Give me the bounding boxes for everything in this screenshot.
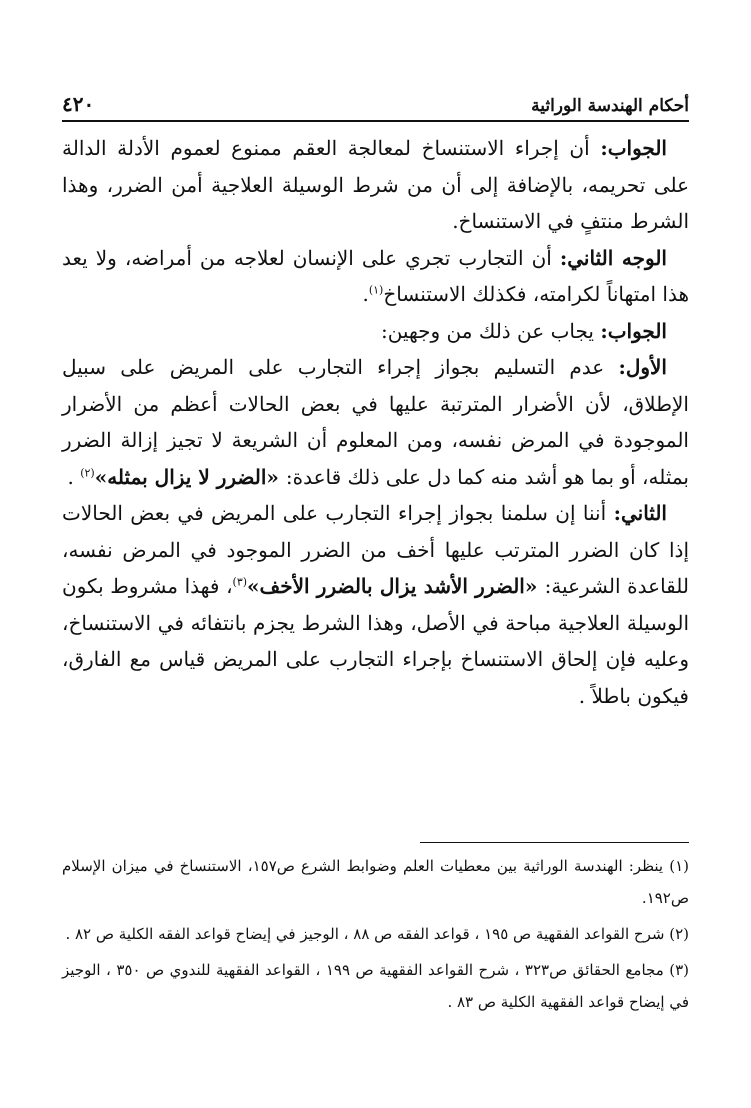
paragraph-lead: الوجه الثاني: <box>559 245 667 270</box>
main-text <box>62 130 689 714</box>
paragraph-second-aspect <box>62 240 689 313</box>
footnote-ref: (٣) <box>232 575 248 589</box>
paragraph-text: عدم التسليم بجواز إجراء التجارب على المريض على سبيل الإطلاق، لأن الأضرار المترتبة عليها في بعض الحالات أعظم من الأضرار الموجودة في المرض نفسه، ومن المعلوم أن الشريعة لا تجيز إزالة الضرر بمثله، أو بما هو أشد منه كما دل على ذلك قاعدة: <box>62 355 689 489</box>
running-title: أحكام الهندسة الوراثية <box>531 96 689 116</box>
page-number: ٤٢٠ <box>62 92 95 116</box>
paragraph-lead: الأول: <box>618 355 667 379</box>
paragraph-text-continued: ، فهذا مشروط بكون الوسيلة العلاجية مباحة في الأصل، وهذا الشرط يجزم بانتفائه في الاستنساخ، وعليه فإن إلحاق الاستنساخ بإجراء التجارب على المريض قياس مع الفارق، فيكون باطلاً . <box>62 574 689 708</box>
maxim-quote: «الضرر لا يزال بمثله» <box>94 464 286 489</box>
footnote-divider <box>420 842 689 843</box>
paragraph-text: أننا إن سلمنا بجواز إجراء التجارب على المريض في بعض الحالات إذا كان الضرر المترتب عليها أخف من الضرر الموجود في المرض نفسه، للقاعدة الشرعية: <box>62 501 690 598</box>
maxim-quote: «الضرر الأشد يزال بالضرر الأخف» <box>247 574 545 598</box>
paragraph-end: . <box>362 282 369 306</box>
footnote-ref: (١) <box>368 283 384 297</box>
paragraph-answer-2 <box>62 313 689 350</box>
paragraph-lead: الجواب: <box>600 318 667 343</box>
footnote-3: (٣) مجامع الحقائق ص٣٢٣ ، شرح القواعد الفقهية ص ١٩٩ ، القواعد الفقهية للندوي ص ٣٥٠ ، الوجيز في إيضاح قواعد الفقهية الكلية ص ٨٣ . <box>62 961 689 1011</box>
footnotes <box>62 850 689 1022</box>
paragraph-text: يجاب عن ذلك من وجهين: <box>380 318 601 343</box>
running-header <box>62 82 689 122</box>
footnote-ref: (٢) <box>80 465 95 479</box>
paragraph-text: أن التجارب تجري على الإنسان لعلاجه من أمراضه، ولا يعد هذا امتهاناً لكرامته، فكذلك الاستنساخ <box>62 245 689 306</box>
paragraph-answer-1 <box>62 130 689 240</box>
footnote-2: (٢) شرح القواعد الفقهية ص ١٩٥ ، قواعد الفقه ص ٨٨ ، الوجيز في إيضاح قواعد الفقه الكلية ص ٨٢ . <box>65 925 689 943</box>
footnote-1: (١) ينظر: الهندسة الوراثية بين معطيات العلم وضوابط الشرع ص١٥٧، الاستنساخ في ميزان الإسلام ص١٩٢. <box>62 857 689 907</box>
paragraph-lead: الجواب: <box>600 136 667 160</box>
paragraph-first <box>62 349 689 495</box>
paragraph-second <box>62 495 689 714</box>
paragraph-text: أن إجراء الاستنساخ لمعالجة العقم ممنوع لعموم الأدلة الدالة على تحريمه، بالإضافة إلى أن من شرط الوسيلة العلاجية أمن الضرر، وهذا الشرط منتفٍ في الاستنساخ. <box>62 136 689 233</box>
paragraph-end: . <box>67 464 81 489</box>
paragraph-lead: الثاني: <box>613 501 667 525</box>
